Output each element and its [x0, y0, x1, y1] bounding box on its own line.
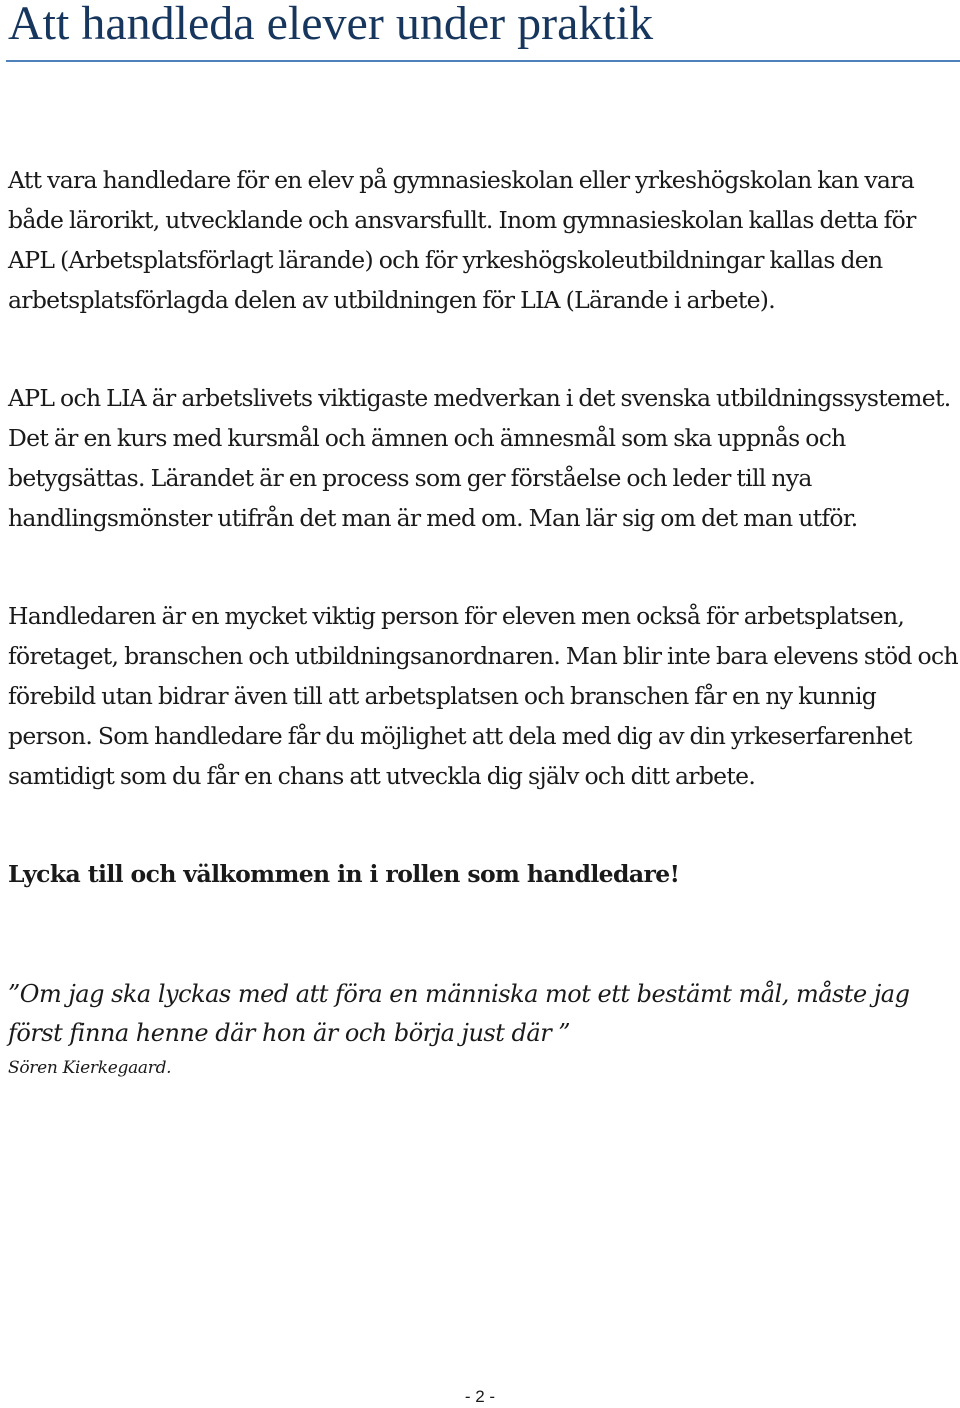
- quote-text: ”Om jag ska lyckas med att föra en människa mot ett bestämt mål, måste jag först finna henne där hon är och börja just där ”: [8, 980, 910, 1047]
- handledare-paragraph: Handledaren är en mycket viktig person för eleven men också för arbetsplatsen, företaget, branschen och utbildningsanordnaren. Man blir inte bara elevens stöd och förebild utan bidrar även till att arbetsplatsen och branschen får en ny kunnig person. Som handledare får du möjlighet att dela med dig av din yrkeserfarenhet samtidigt som du får en chans att utveckla dig själv och ditt arbete.: [8, 602, 958, 790]
- closing-statement: Lycka till och välkommen in i rollen som handledare!: [8, 860, 680, 888]
- title-underline: [6, 60, 960, 62]
- quote-author: Sören Kierkegaard.: [8, 1058, 172, 1078]
- page-title: Att handleda elever under praktik: [8, 0, 654, 50]
- apl-lia-paragraph: APL och LIA är arbetslivets viktigaste medverkan i det svenska utbildningssystemet. Det är en kurs med kursmål och ämnen och ämnesmål som ska uppnås och betygsättas. Lärandet är en process som ger förståelse och leder till nya handlingsmönster utifrån det man är med om. Man lär sig om det man utför.: [8, 384, 951, 532]
- intro-paragraph: Att vara handledare för en elev på gymnasieskolan eller yrkeshögskolan kan vara både lärorikt, utvecklande och ansvarsfullt. Inom gymnasieskolan kallas detta för APL (Arbetsplatsförlagt lärande) och för yrkeshögskoleutbildningar kallas den arbetsplatsförlagda delen av utbildningen för LIA (Lärande i arbete).: [8, 166, 916, 314]
- page-number: - 2 -: [464, 1387, 496, 1406]
